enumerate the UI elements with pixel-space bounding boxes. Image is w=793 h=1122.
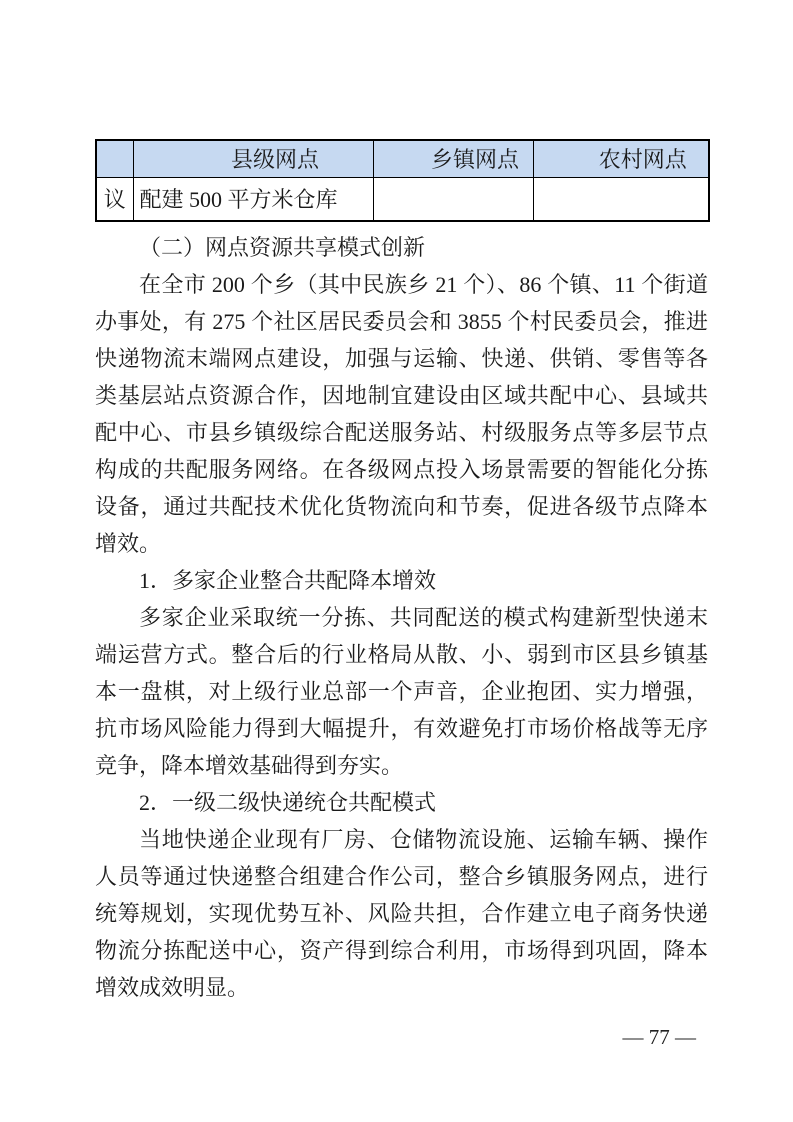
row-label-cell: 议 bbox=[96, 177, 133, 221]
sub-heading-1: 1．多家企业整合共配降本增效 bbox=[139, 568, 437, 593]
outlet-table bbox=[95, 139, 710, 222]
table-header-cell-village: 农村网点 bbox=[533, 140, 709, 177]
village-outlet-cell bbox=[533, 177, 709, 221]
paragraph-joint-warehouse: 当地快递企业现有厂房、仓储物流设施、运输车辆、操作人员等通过快递整合组建合作公司，整合乡镇服务网点，进行统筹规划，实现优势互补、风险共担，合作建立电子商务快递物流分拣配送中心，资产得到综合利用，市场得到巩固，降本增效成效明显。 bbox=[95, 827, 708, 1000]
county-outlet-cell: 配建 500 平方米仓库 bbox=[133, 177, 373, 221]
page-number: — 77 — bbox=[622, 1025, 696, 1049]
table-header-row bbox=[96, 140, 709, 177]
paragraph-network-overview: 在全市 200 个乡（其中民族乡 21 个）、86 个镇、11 个街道办事处，有 275 个社区居民委员会和 3855 个村民委员会，推进快递物流末端网点建设，加强与运输、快递、供销、零售等各类基层站点资源合作，因地制宜建设由区域共配中心、县域共配中心、市县乡镇级综合配送服务站、村级服务点等多层节点构成的共配服务网络。在各级网点投入场景需要的智能化分拣设备，通过共配技术优化货物流向和节奏，促进各级节点降本增效。 bbox=[95, 272, 708, 556]
table-header-cell-blank bbox=[96, 140, 133, 177]
table-row bbox=[96, 177, 709, 221]
township-outlet-cell bbox=[373, 177, 533, 221]
section-heading: （二）网点资源共享模式创新 bbox=[139, 235, 426, 260]
sub-heading-2: 2．一级二级快递统仓共配模式 bbox=[139, 790, 437, 815]
body-text bbox=[95, 229, 708, 1006]
table-header-cell-township: 乡镇网点 bbox=[373, 140, 533, 177]
page-content bbox=[95, 139, 708, 1050]
paragraph-multi-enterprise: 多家企业采取统一分拣、共同配送的模式构建新型快递末端运营方式。整合后的行业格局从散、小、弱到市区县乡镇基本一盘棋，对上级行业总部一个声音，企业抱团、实力增强，抗市场风险能力得到大幅提升，有效避免打市场价格战等无序竞争，降本增效基础得到夯实。 bbox=[95, 605, 708, 778]
table-header-cell-county: 县级网点 bbox=[133, 140, 373, 177]
